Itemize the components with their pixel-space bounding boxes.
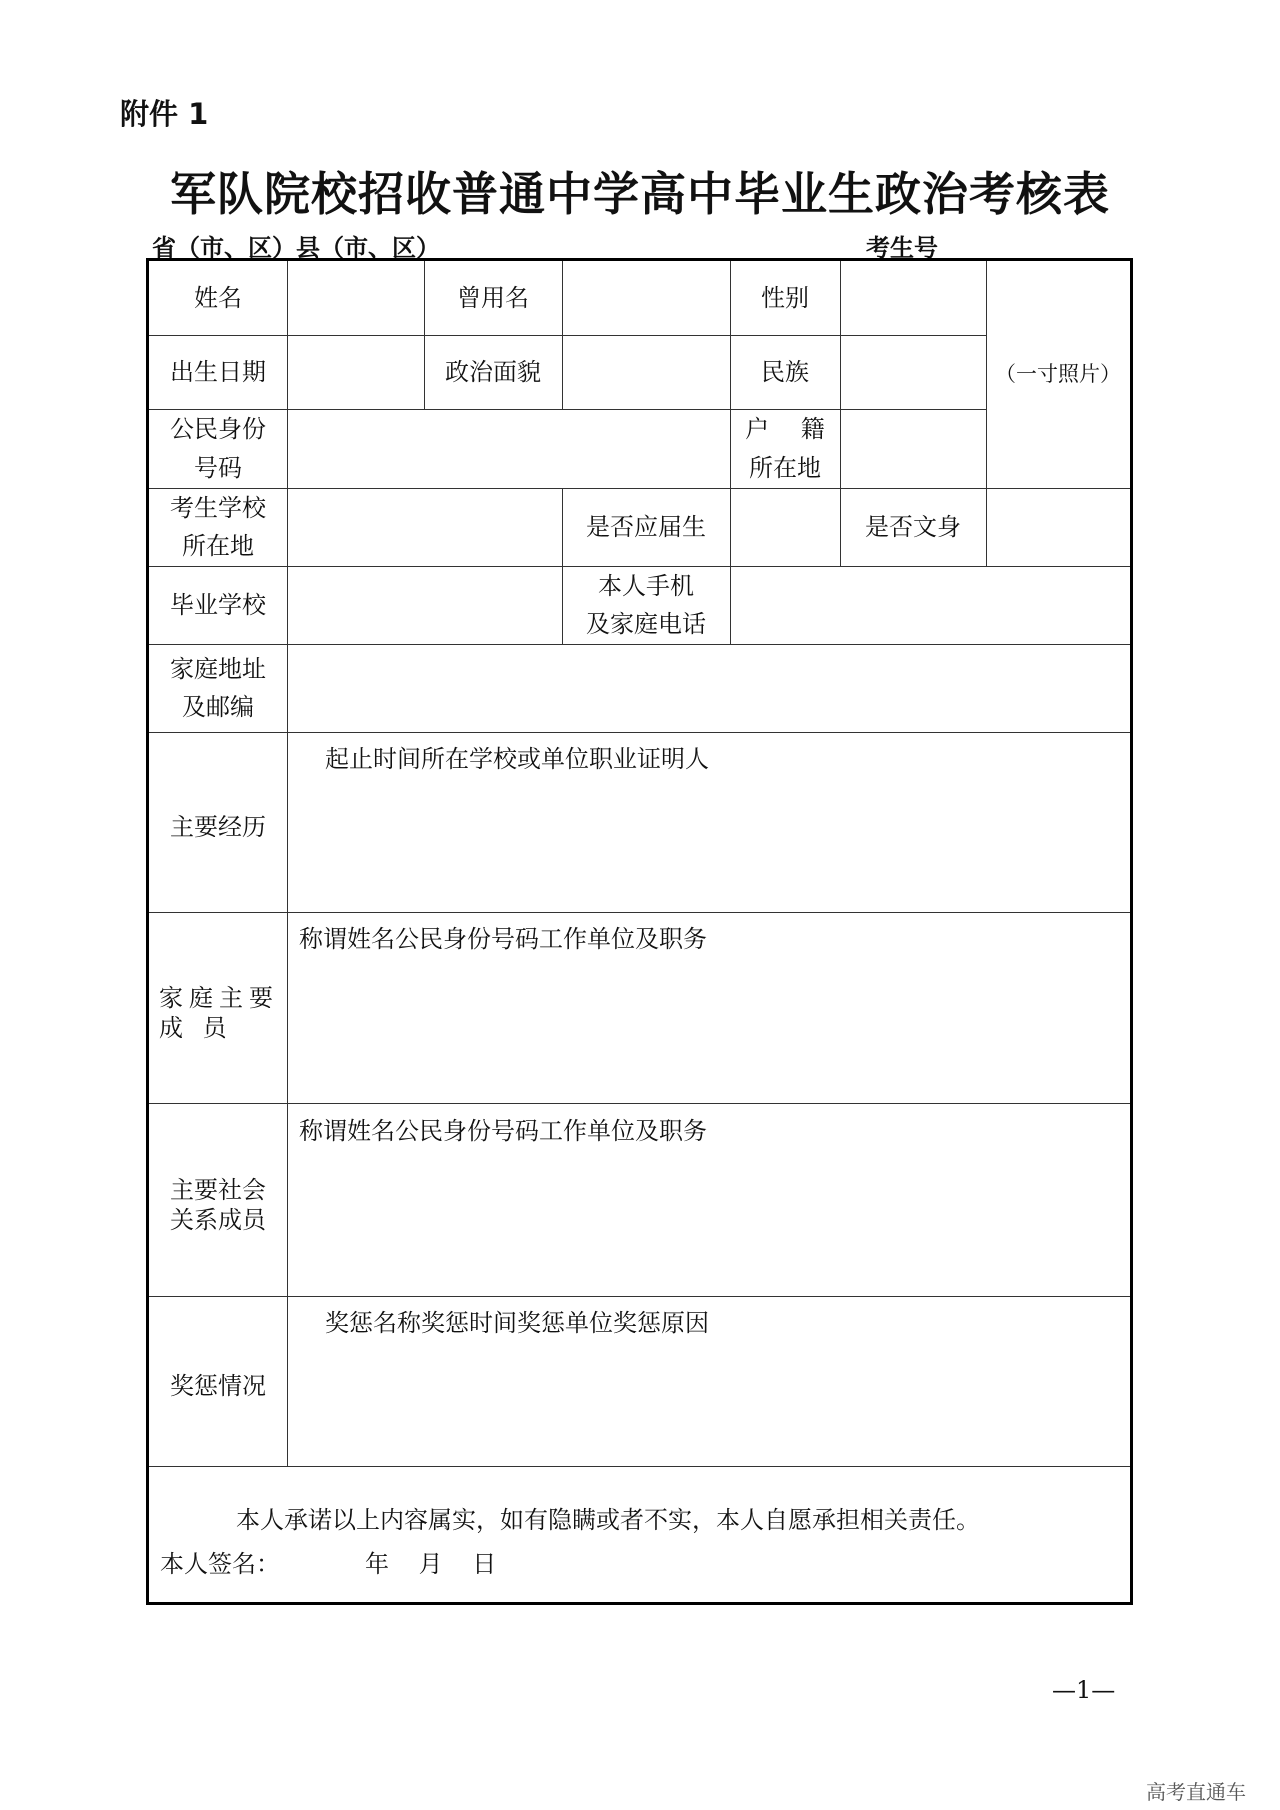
- ethnicity-label: 民族: [761, 357, 809, 386]
- gender-field[interactable]: [840, 261, 986, 335]
- household-label-line2: 所在地: [749, 453, 821, 482]
- name-field[interactable]: [287, 261, 424, 335]
- former-name-label: 曾用名: [457, 283, 529, 312]
- tattoo-label: 是否文身: [865, 512, 961, 541]
- family-label: [149, 912, 287, 1103]
- school-location-label: [149, 488, 287, 566]
- ethnicity-field[interactable]: [840, 335, 986, 409]
- grad-school-field[interactable]: [287, 566, 562, 644]
- gender-label: 性别: [761, 283, 809, 312]
- row-divider: [149, 1466, 1130, 1467]
- date-label: 年 月 日: [365, 1550, 497, 1578]
- awards-columns: 奖惩名称奖惩时间奖惩单位奖惩原因: [325, 1309, 709, 1337]
- social-label: [149, 1103, 287, 1296]
- id-number-field[interactable]: [287, 409, 730, 488]
- social-label-line2: 关系成员: [170, 1205, 266, 1234]
- region-line: 省（市、区）县（市、区）: [152, 234, 440, 262]
- household-label-line1: 户 籍: [745, 415, 825, 444]
- awards-label: 奖惩情况: [170, 1371, 266, 1400]
- address-field[interactable]: [287, 644, 1130, 732]
- social-columns: 称谓姓名公民身份号码工作单位及职务: [299, 1117, 707, 1145]
- social-label-line1: 主要社会: [170, 1175, 266, 1204]
- former-name-field[interactable]: [562, 261, 730, 335]
- birth-date-field[interactable]: [287, 335, 424, 409]
- id-number-label-line1: 公民身份: [170, 415, 266, 444]
- phone-label-line1: 本人手机: [598, 571, 694, 600]
- political-status-label: 政治面貌: [445, 357, 541, 386]
- family-label-line1: 家庭主要: [159, 983, 279, 1012]
- form-title: 军队院校招收普通中学高中毕业生政治考核表: [170, 167, 1110, 221]
- school-location-line1: 考生学校: [170, 493, 266, 522]
- id-number-label: [149, 409, 287, 488]
- political-status-field[interactable]: [562, 335, 730, 409]
- watermark: 高考直通车: [1146, 1780, 1246, 1804]
- phone-field[interactable]: [730, 566, 1130, 644]
- photo-box[interactable]: （一寸照片）: [995, 361, 1121, 386]
- fresh-graduate-field[interactable]: [730, 488, 840, 566]
- phone-label: [562, 566, 730, 644]
- family-label-line2: 成 员: [159, 1013, 233, 1042]
- address-label-line2: 及邮编: [182, 693, 254, 721]
- attachment-label: 附件 1: [120, 97, 209, 131]
- birth-date-label: 出生日期: [170, 357, 266, 386]
- family-columns: 称谓姓名公民身份号码工作单位及职务: [299, 925, 707, 953]
- experience-label: 主要经历: [170, 812, 266, 841]
- fresh-graduate-label: 是否应届生: [586, 512, 706, 541]
- experience-columns: 起止时间所在学校或单位职业证明人: [325, 745, 709, 773]
- exam-number-label: 考生号: [866, 234, 938, 262]
- signature-label: 本人签名：: [160, 1550, 280, 1578]
- name-label: 姓名: [194, 283, 242, 312]
- address-label: [149, 644, 287, 732]
- form-table: [146, 258, 1133, 1605]
- id-number-label-line2: 号码: [194, 453, 242, 482]
- pledge-statement: 本人承诺以上内容属实，如有隐瞒或者不实，本人自愿承担相关责任。: [236, 1506, 980, 1534]
- phone-label-line2: 及家庭电话: [586, 610, 706, 638]
- tattoo-field[interactable]: [986, 488, 1130, 566]
- address-label-line1: 家庭地址: [170, 654, 266, 683]
- household-field[interactable]: [840, 409, 986, 488]
- household-label: [730, 409, 840, 488]
- page-number: —1—: [1052, 1676, 1116, 1704]
- school-location-line2: 所在地: [182, 532, 254, 560]
- school-location-field[interactable]: [287, 488, 562, 566]
- grad-school-label: 毕业学校: [170, 590, 266, 619]
